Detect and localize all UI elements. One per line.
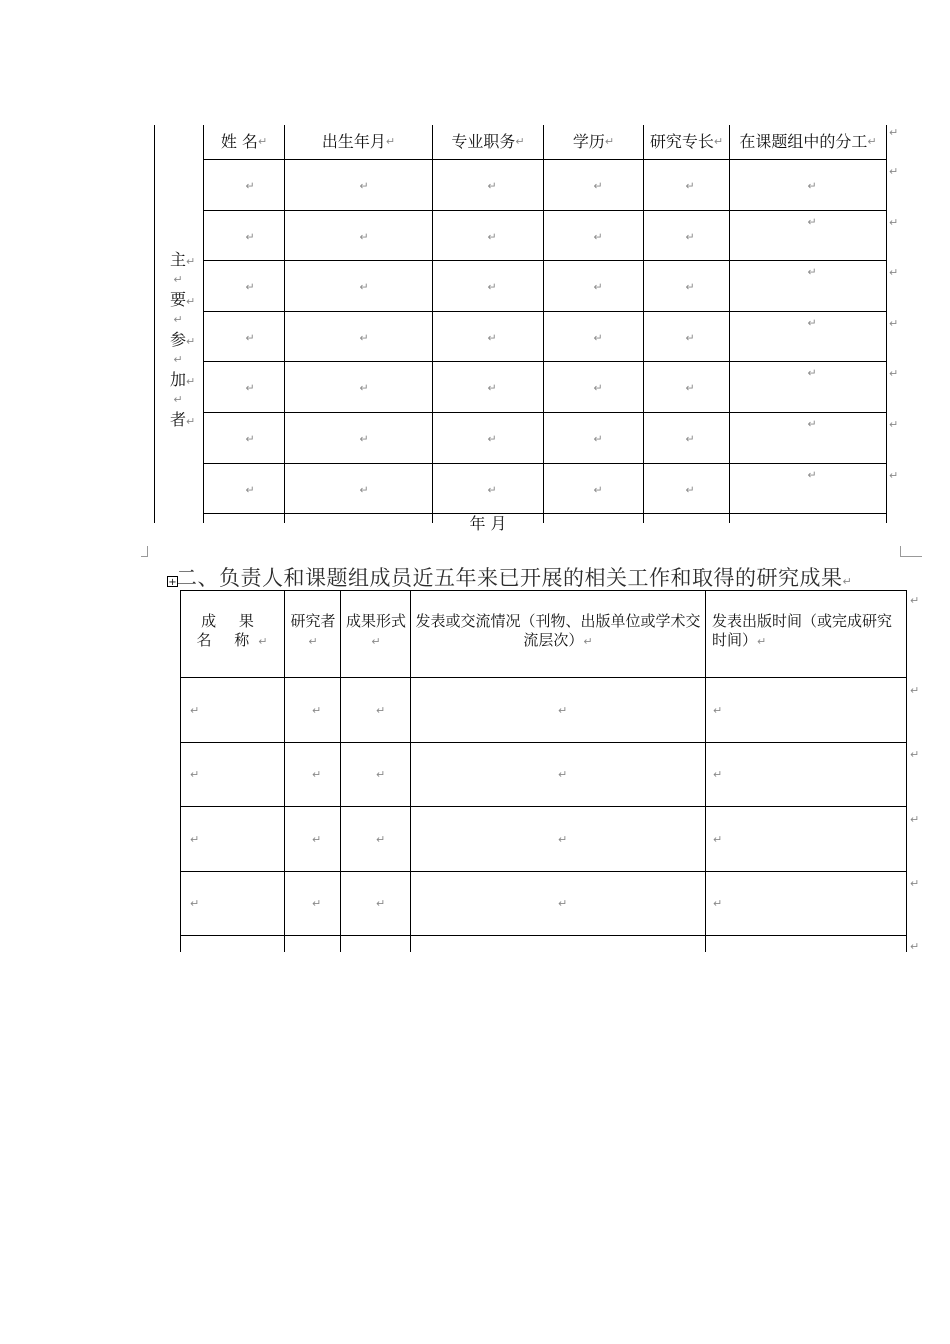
row-end-mark: ↵ [910, 877, 920, 890]
empty-cell-mark: ↵ [359, 381, 369, 395]
header-text: 成果形式 [345, 612, 406, 630]
empty-cell-mark: ↵ [487, 331, 497, 345]
empty-cell-mark: ↵ [245, 179, 255, 193]
side-label-char: 者 [170, 410, 187, 429]
empty-cell-mark: ↵ [685, 483, 695, 497]
empty-cell-mark: ↵ [593, 179, 603, 193]
header-text: 发表出版时间（或完成研究时间） [712, 612, 893, 649]
row-divider [203, 260, 887, 261]
crop-mark [900, 556, 922, 557]
empty-cell-mark: ↵ [190, 704, 200, 717]
column-divider [410, 590, 411, 952]
section-heading-text: 二、负责人和课题组成员近五年来已开展的相关工作和取得的研究成果 [176, 566, 843, 590]
row-divider [180, 806, 907, 807]
empty-cell-mark: ↵ [685, 179, 695, 193]
row-divider [180, 935, 907, 936]
header-role: 在课题组中的分工 ↵ [739, 132, 877, 151]
partial-cell-birth-date [433, 514, 543, 533]
row-end-mark: ↵ [889, 216, 899, 229]
row-divider [180, 677, 907, 678]
row-divider [203, 311, 887, 312]
row-end-mark: ↵ [889, 126, 899, 139]
side-label-char: 加 [170, 370, 187, 389]
section-heading: 二、负责人和课题组成员近五年来已开展的相关工作和取得的研究成果↵ [176, 566, 853, 590]
table-move-handle-icon[interactable]: + [168, 577, 177, 588]
empty-cell-mark: ↵ [807, 316, 817, 330]
empty-cell-mark: ↵ [685, 331, 695, 345]
row-end-mark: ↵ [910, 813, 920, 826]
empty-cell-mark: ↵ [487, 179, 497, 193]
side-label-char: 主 [170, 250, 187, 269]
empty-cell-mark: ↵ [487, 280, 497, 294]
empty-cell-mark: ↵ [558, 704, 568, 717]
empty-cell-mark: ↵ [807, 179, 817, 193]
empty-cell-mark: ↵ [593, 483, 603, 497]
row-divider [180, 871, 907, 872]
empty-cell-mark: ↵ [245, 381, 255, 395]
empty-cell-mark: ↵ [685, 280, 695, 294]
empty-cell-mark: ↵ [312, 704, 322, 717]
header-result-name: 成 果 名 称↵ [196, 612, 268, 649]
empty-cell-mark: ↵ [190, 897, 200, 910]
crop-mark [141, 556, 148, 557]
row-divider [203, 412, 887, 413]
empty-cell-mark: ↵ [359, 331, 369, 345]
empty-cell-mark: ↵ [685, 432, 695, 446]
row-end-mark: ↵ [889, 469, 899, 482]
row-end-mark: ↵ [889, 367, 899, 380]
header-name: 姓 名 ↵ [220, 132, 268, 151]
row-end-mark: ↵ [910, 594, 920, 607]
header-text: 学历 [572, 132, 605, 151]
header-birth: 出生年月 ↵ [321, 132, 396, 151]
empty-cell-mark: ↵ [359, 432, 369, 446]
header-text: 研究者 [290, 612, 336, 630]
empty-cell-mark: ↵ [593, 280, 603, 294]
header-text: 在课题组中的分工 [739, 132, 868, 151]
empty-cell-mark: ↵ [558, 833, 568, 846]
row-divider [180, 590, 907, 591]
empty-cell-mark: ↵ [807, 215, 817, 229]
row-divider [203, 361, 887, 362]
empty-cell-mark: ↵ [245, 331, 255, 345]
row-end-mark: ↵ [889, 266, 899, 279]
empty-cell-mark: ↵ [713, 768, 723, 781]
side-label-char: 参 [170, 330, 187, 349]
empty-cell-mark: ↵ [593, 331, 603, 345]
header-text: 姓 名 [220, 132, 258, 151]
table-border [180, 590, 181, 952]
empty-cell-mark: ↵ [245, 432, 255, 446]
empty-cell-mark: ↵ [359, 230, 369, 244]
header-text: 研究专长 [649, 132, 714, 151]
empty-cell-mark: ↵ [713, 704, 723, 717]
row-divider [203, 513, 887, 514]
row-end-mark: ↵ [889, 317, 899, 330]
empty-cell-mark: ↵ [807, 468, 817, 482]
table-border [906, 590, 907, 952]
empty-cell-mark: ↵ [190, 833, 200, 846]
empty-cell-mark: ↵ [312, 768, 322, 781]
empty-cell-mark: ↵ [713, 897, 723, 910]
column-divider [340, 590, 341, 952]
header-researcher: 研究者↵ [290, 612, 336, 648]
header-title: 专业职务 ↵ [451, 132, 525, 151]
column-divider [284, 590, 285, 952]
empty-cell-mark: ↵ [487, 381, 497, 395]
row-end-mark: ↵ [889, 418, 899, 431]
crop-mark [900, 546, 901, 556]
empty-cell-mark: ↵ [558, 768, 568, 781]
empty-cell-mark: ↵ [312, 833, 322, 846]
column-divider [705, 590, 706, 952]
empty-cell-mark: ↵ [359, 483, 369, 497]
empty-cell-mark: ↵ [245, 230, 255, 244]
header-text: 出生年月 [321, 132, 386, 151]
header-publication-info: 发表或交流情况（刊物、出版单位或学术交流层次）↵ [415, 612, 701, 649]
empty-cell-mark: ↵ [359, 179, 369, 193]
empty-cell-mark: ↵ [558, 897, 568, 910]
header-text: 专业职务 [451, 132, 516, 151]
partial-cell-text: 年 月 [469, 514, 507, 533]
crop-mark [147, 546, 148, 556]
row-end-mark: ↵ [889, 165, 899, 178]
header-education: 学历 ↵ [572, 132, 615, 151]
empty-cell-mark: ↵ [359, 280, 369, 294]
empty-cell-mark: ↵ [376, 897, 386, 910]
empty-cell-mark: ↵ [685, 230, 695, 244]
empty-cell-mark: ↵ [713, 833, 723, 846]
header-publication-time: 发表出版时间（或完成研究时间）↵ [712, 612, 893, 649]
header-text: 成 果 名 称 [196, 612, 263, 649]
empty-cell-mark: ↵ [807, 417, 817, 431]
empty-cell-mark: ↵ [685, 381, 695, 395]
header-text: 发表或交流情况（刊物、出版单位或学术交流层次） [415, 612, 701, 649]
side-label-char: 要 [170, 290, 187, 309]
side-label-main-participants: 主↵ ↵ 要↵ ↵ 参↵ ↵ 加↵ ↵ 者↵ [170, 250, 196, 429]
empty-cell-mark: ↵ [245, 280, 255, 294]
empty-cell-mark: ↵ [376, 833, 386, 846]
header-result-form: 成果形式↵ [345, 612, 406, 648]
header-expertise: 研究专长 ↵ [649, 132, 724, 151]
table-border [154, 125, 155, 523]
empty-cell-mark: ↵ [593, 230, 603, 244]
empty-cell-mark: ↵ [593, 381, 603, 395]
empty-cell-mark: ↵ [487, 483, 497, 497]
empty-cell-mark: ↵ [487, 432, 497, 446]
empty-cell-mark: ↵ [807, 366, 817, 380]
row-divider [203, 463, 887, 464]
empty-cell-mark: ↵ [190, 768, 200, 781]
empty-cell-mark: ↵ [245, 483, 255, 497]
empty-cell-mark: ↵ [376, 768, 386, 781]
row-divider [203, 159, 887, 160]
empty-cell-mark: ↵ [312, 897, 322, 910]
row-divider [203, 210, 887, 211]
empty-cell-mark: ↵ [376, 704, 386, 717]
row-end-mark: ↵ [910, 940, 920, 953]
empty-cell-mark: ↵ [487, 230, 497, 244]
empty-cell-mark: ↵ [593, 432, 603, 446]
row-divider [180, 742, 907, 743]
row-end-mark: ↵ [910, 684, 920, 697]
empty-cell-mark: ↵ [807, 265, 817, 279]
row-end-mark: ↵ [910, 748, 920, 761]
